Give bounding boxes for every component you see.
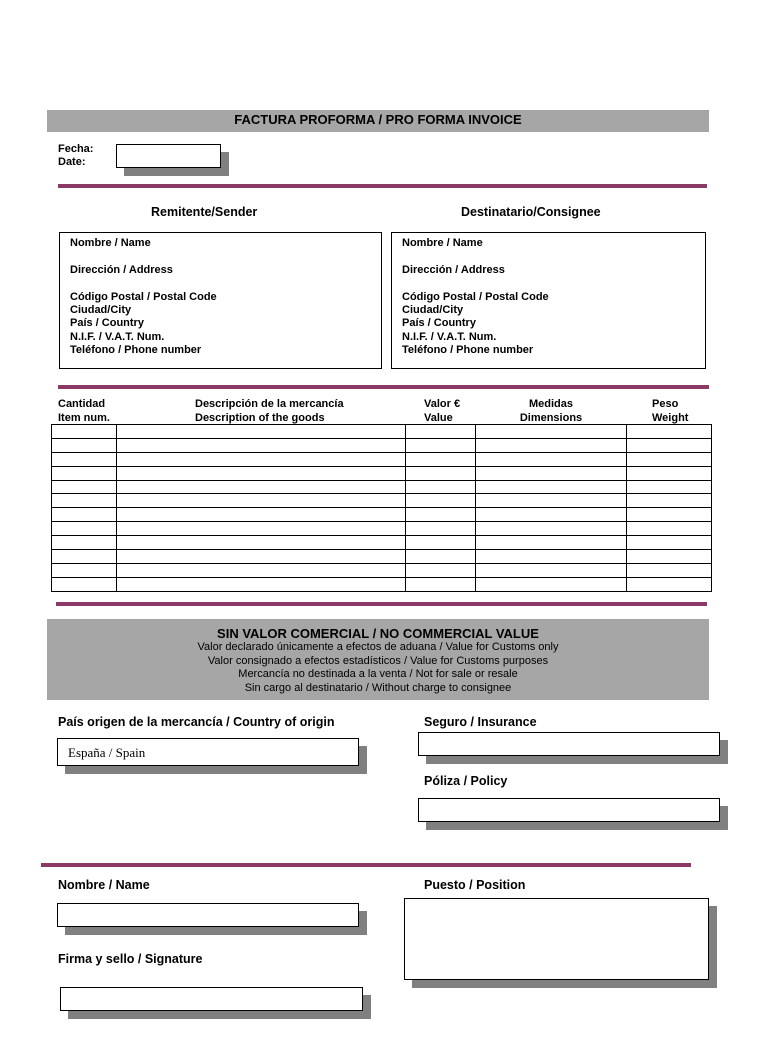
table-cell[interactable] [52,480,117,494]
col-header-qty [58,398,110,425]
table-cell[interactable] [116,522,406,536]
table-cell[interactable] [116,508,406,522]
divider-2 [58,385,709,389]
no-commercial-title: SIN VALOR COMERCIAL / NO COMMERCIAL VALUE [217,626,539,641]
table-row [52,536,712,550]
table-cell[interactable] [52,494,117,508]
consignee-city-label: Ciudad/City [402,304,464,316]
table-row [52,563,712,577]
table-cell[interactable] [116,563,406,577]
table-cell[interactable] [116,577,406,591]
table-cell[interactable] [406,452,476,466]
signature-field[interactable] [60,987,363,1011]
table-cell[interactable] [52,563,117,577]
consignee-postal-label: Código Postal / Postal Code [402,290,549,303]
sender-country-label: País / Country [70,317,144,330]
policy-field[interactable] [418,798,720,822]
col-header-desc-es: Descripción de la mercancía [195,398,344,410]
sender-city-label: Ciudad/City [70,304,132,316]
table-row [52,480,712,494]
col-header-weight-en: Weight [652,412,689,424]
no-commercial-line-3: Mercancía no destinada a la venta / Not for sale or resale [238,668,518,681]
table-cell[interactable] [116,466,406,480]
sender-vat-label: N.I.F. / V.A.T. Num. [70,330,165,343]
table-cell[interactable] [627,494,712,508]
table-cell[interactable] [406,508,476,522]
position-field[interactable] [404,898,709,980]
table-cell[interactable] [476,438,627,452]
consignee-phone-label: Teléfono / Phone number [402,344,534,357]
table-cell[interactable] [52,425,117,439]
table-cell[interactable] [52,466,117,480]
table-row [52,522,712,536]
origin-value: España / Spain [68,745,146,760]
table-cell[interactable] [476,536,627,550]
consignee-vat-label: N.I.F. / V.A.T. Num. [402,330,497,343]
table-cell[interactable] [52,522,117,536]
table-cell[interactable] [627,480,712,494]
no-commercial-line-4: Sin cargo al destinatario / Without charge to consignee [244,681,512,694]
insurance-label: Seguro / Insurance [424,715,537,729]
col-header-desc-en: Description of the goods [195,412,325,424]
consignee-box[interactable] [391,232,706,369]
date-label-en: Date: [58,156,86,168]
col-header-qty-es: Cantidad [58,398,106,410]
table-cell[interactable] [627,466,712,480]
consignee-heading: Destinatario/Consignee [461,205,601,219]
table-cell[interactable] [116,452,406,466]
table-cell[interactable] [52,550,117,564]
table-cell[interactable] [406,494,476,508]
table-cell[interactable] [627,536,712,550]
col-header-value-es: Valor € [424,398,461,410]
table-cell[interactable] [476,494,627,508]
table-cell[interactable] [476,577,627,591]
divider-4 [41,863,691,867]
title-bar [47,110,709,132]
sender-box[interactable] [59,232,382,369]
col-header-dims-en: Dimensions [519,412,583,424]
sender-name-label: Nombre / Name [70,237,151,249]
table-cell[interactable] [406,550,476,564]
table-cell[interactable] [116,425,406,439]
no-commercial-line-1: Valor declarado únicamente a efectos de aduana / Value for Customs only [197,641,559,653]
table-cell[interactable] [116,494,406,508]
table-cell[interactable] [627,438,712,452]
signature-label: Firma y sello / Signature [58,952,203,966]
table-cell[interactable] [116,480,406,494]
items-table [51,424,712,592]
table-cell[interactable] [406,577,476,591]
table-cell[interactable] [52,508,117,522]
table-cell[interactable] [476,452,627,466]
table-cell[interactable] [476,508,627,522]
col-header-qty-en: Item num. [58,412,110,424]
col-header-weight [652,398,688,425]
origin-field[interactable] [57,738,359,766]
page-title: FACTURA PROFORMA / PRO FORMA INVOICE [234,112,522,127]
position-label: Puesto / Position [424,878,526,892]
consignee-country-label: País / Country [402,317,476,330]
table-row [52,425,712,439]
divider-3 [56,602,707,606]
table-cell[interactable] [627,522,712,536]
table-cell[interactable] [406,480,476,494]
table-cell[interactable] [116,536,406,550]
table-row [52,508,712,522]
col-header-dims-es: Medidas [528,398,573,410]
insurance-field[interactable] [418,732,720,756]
table-cell[interactable] [476,466,627,480]
table-row [52,452,712,466]
col-header-weight-es: Peso [652,398,679,410]
table-row [52,550,712,564]
no-commercial-panel [47,619,709,700]
table-cell[interactable] [52,452,117,466]
table-cell[interactable] [627,452,712,466]
table-cell[interactable] [52,536,117,550]
sender-postal-label: Código Postal / Postal Code [70,290,217,303]
table-cell[interactable] [627,508,712,522]
table-cell[interactable] [52,438,117,452]
table-cell[interactable] [476,550,627,564]
table-row [52,577,712,591]
table-cell[interactable] [406,466,476,480]
no-commercial-line-2: Valor consignado a efectos estadísticos / Value for Customs purposes [207,654,549,667]
col-header-value-en: Value [424,412,453,424]
name-label: Nombre / Name [58,878,150,892]
table-cell[interactable] [406,536,476,550]
policy-label: Póliza / Policy [424,774,508,788]
table-row [52,438,712,452]
table-cell[interactable] [406,522,476,536]
name-field[interactable] [57,903,359,927]
table-cell[interactable] [627,425,712,439]
table-cell[interactable] [52,577,117,591]
date-field[interactable] [116,144,221,168]
divider-1 [58,184,707,188]
origin-label: País origen de la mercancía / Country of origin [58,715,335,729]
sender-heading: Remitente/Sender [151,205,258,219]
consignee-address-label: Dirección / Address [402,263,505,276]
table-cell[interactable] [116,550,406,564]
col-header-dims [516,398,586,425]
table-cell[interactable] [406,438,476,452]
table-cell[interactable] [406,425,476,439]
table-row [52,466,712,480]
sender-phone-label: Teléfono / Phone number [70,344,202,357]
table-cell[interactable] [627,550,712,564]
table-cell[interactable] [116,438,406,452]
consignee-name-label: Nombre / Name [402,237,483,249]
table-cell[interactable] [476,425,627,439]
table-cell[interactable] [406,563,476,577]
date-label-es: Fecha: [58,143,94,155]
table-cell[interactable] [476,522,627,536]
table-row [52,494,712,508]
table-cell[interactable] [627,563,712,577]
table-cell[interactable] [627,577,712,591]
table-cell[interactable] [476,563,627,577]
col-header-value [424,398,460,425]
table-cell[interactable] [476,480,627,494]
col-header-desc [195,398,344,425]
sender-address-label: Dirección / Address [70,263,173,276]
